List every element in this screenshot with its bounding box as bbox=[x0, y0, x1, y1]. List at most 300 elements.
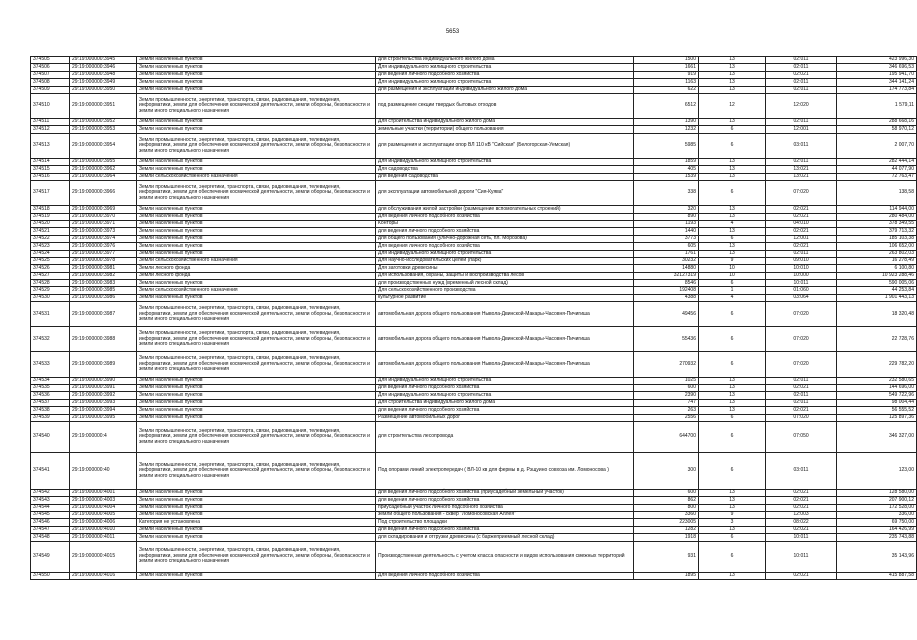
cadastral-row-number: 374544 bbox=[31, 504, 70, 511]
cadastral-number: 29:19:000000:3949 bbox=[70, 79, 137, 86]
group-value: 13 bbox=[699, 504, 766, 511]
permitted-use: Для строительства индивидуального жилого дома bbox=[376, 119, 634, 126]
cadastral-row-number: 374520 bbox=[31, 220, 70, 227]
permitted-use: Конторы bbox=[376, 220, 634, 227]
cadastral-cost: 207 900,12 bbox=[837, 497, 917, 504]
area-value: 1500 bbox=[634, 57, 699, 64]
group-value: 1 bbox=[699, 287, 766, 294]
permitted-use: приусадебный участок личного подсобного хозяйства bbox=[376, 504, 634, 511]
area-value: 747 bbox=[634, 399, 699, 406]
land-category: Земли лесного фонда bbox=[137, 265, 376, 272]
group-value: 13 bbox=[699, 384, 766, 391]
group-value: 13 bbox=[699, 399, 766, 406]
use-code: 10:011 bbox=[766, 541, 837, 572]
use-code: 02:021 bbox=[766, 228, 837, 235]
cadastral-number: 29:19:000000:3983 bbox=[70, 280, 137, 287]
cadastral-cost: 144 696,00 bbox=[837, 384, 917, 391]
group-value: 13 bbox=[699, 166, 766, 173]
permitted-use: для ведения личного подсобного хозяйства bbox=[376, 526, 634, 533]
cadastral-cost: 16 278,49 bbox=[837, 257, 917, 264]
cadastral-number: 29:19:000000:3992 bbox=[70, 392, 137, 399]
cadastral-cost: 344 141,24 bbox=[837, 79, 917, 86]
cadastral-row-number: 374531 bbox=[31, 302, 70, 327]
use-code: 02:011 bbox=[766, 377, 837, 384]
table-row bbox=[31, 133, 917, 158]
table-row bbox=[31, 399, 917, 406]
table-row bbox=[31, 257, 917, 264]
use-code: 12:001 bbox=[766, 126, 837, 133]
use-code: 07:020 bbox=[766, 302, 837, 327]
permitted-use: автомобильная дорога общего пользования Нывола-Двинской-Макары-Часовня-Пичигиша bbox=[376, 352, 634, 377]
group-value: 6 bbox=[699, 302, 766, 327]
land-category: Земли населенных пунктов bbox=[137, 414, 376, 421]
land-category: Земли населенных пунктов bbox=[137, 392, 376, 399]
cadastral-cost: 185 103,38 bbox=[837, 235, 917, 242]
table-row bbox=[31, 213, 917, 220]
cadastral-number: 29:19:000000:3945 bbox=[70, 57, 137, 64]
land-category: Земли промышленности, энергетики, транспорта, связи, радиовещания, телевидения, информатики, земли для обеспечения космической деятельности, земли обороны, безопасности и земли иного специального назначения bbox=[137, 327, 376, 352]
table-row bbox=[31, 228, 917, 235]
cadastral-row-number: 374548 bbox=[31, 534, 70, 541]
group-value: 13 bbox=[699, 392, 766, 399]
area-value: 1163 bbox=[634, 79, 699, 86]
land-category: Земли лесного фонда bbox=[137, 272, 376, 279]
cadastral-number: 29:19:000000:3966 bbox=[70, 181, 137, 206]
cadastral-row-number: 374507 bbox=[31, 71, 70, 78]
permitted-use: Для садоводства bbox=[376, 166, 634, 173]
cadastral-row-number: 374535 bbox=[31, 384, 70, 391]
cadastral-number: 29:19:000000:4006 bbox=[70, 519, 137, 526]
cadastral-row-number: 374515 bbox=[31, 166, 70, 173]
area-value: 919 bbox=[634, 71, 699, 78]
land-category: Земли промышленности, энергетики, транспорта, связи, радиовещания, телевидения, информатики, земли для обеспечения космической деятельности, земли обороны, безопасности и земли иного специального назначения bbox=[137, 452, 376, 489]
permitted-use: для размещения и эксплуатации индивидуального жилого дома bbox=[376, 86, 634, 93]
cadastral-number: 29:19:000000:3954 bbox=[70, 133, 137, 158]
group-value: 9 bbox=[699, 511, 766, 518]
cadastral-cost: 6 100,80 bbox=[837, 265, 917, 272]
permitted-use: Для строительства индивидуального жилого дома bbox=[376, 399, 634, 406]
area-value: 1761 bbox=[634, 250, 699, 257]
cadastral-cost: 18 320,48 bbox=[837, 302, 917, 327]
table-row bbox=[31, 158, 917, 165]
land-category: Земли населенных пунктов bbox=[137, 384, 376, 391]
group-value: 13 bbox=[699, 497, 766, 504]
group-value: 13 bbox=[699, 243, 766, 250]
land-category: Земли населенных пунктов bbox=[137, 489, 376, 496]
cadastral-row-number: 374522 bbox=[31, 235, 70, 242]
area-value: 8546 bbox=[634, 280, 699, 287]
table-row bbox=[31, 119, 917, 126]
permitted-use: для эксплуатации автомобильной дороги "Сия-Куява" bbox=[376, 181, 634, 206]
cadastral-cost: 232 580,65 bbox=[837, 377, 917, 384]
table-row bbox=[31, 126, 917, 133]
use-code: 04:010 bbox=[766, 220, 837, 227]
land-category: Земли населенных пунктов bbox=[137, 213, 376, 220]
cadastral-number: 29:19:000000:3946 bbox=[70, 64, 137, 71]
cadastral-number: 29:19:000000:3951 bbox=[70, 93, 137, 118]
permitted-use: Для индивидуального жилищного строительства bbox=[376, 64, 634, 71]
use-code: 02:011 bbox=[766, 392, 837, 399]
use-code: 07:020 bbox=[766, 327, 837, 352]
use-code: 02:021 bbox=[766, 526, 837, 533]
cadastral-row-number: 374523 bbox=[31, 243, 70, 250]
cadastral-cost: 263 802,03 bbox=[837, 250, 917, 257]
land-category: Земли населенных пунктов bbox=[137, 572, 376, 579]
group-value: 6 bbox=[699, 280, 766, 287]
group-value: 12 bbox=[699, 93, 766, 118]
land-category: Земли населенных пунктов bbox=[137, 243, 376, 250]
cadastral-row-number: 374509 bbox=[31, 86, 70, 93]
land-category: Земли населенных пунктов bbox=[137, 377, 376, 384]
land-category: Земли населенных пунктов bbox=[137, 71, 376, 78]
area-value: 605 bbox=[634, 243, 699, 250]
cadastral-number: 29:19:000000:4001 bbox=[70, 489, 137, 496]
cadastral-row-number: 374511 bbox=[31, 119, 70, 126]
cadastral-number: 29:19:000000:40 bbox=[70, 452, 137, 489]
area-value: 3360 bbox=[634, 511, 699, 518]
table-row bbox=[31, 526, 917, 533]
table-row bbox=[31, 497, 917, 504]
land-category: Земли населенных пунктов bbox=[137, 511, 376, 518]
cadastral-row-number: 374538 bbox=[31, 407, 70, 414]
use-code: 13:021 bbox=[766, 166, 837, 173]
table-row bbox=[31, 79, 917, 86]
use-code: 12:020 bbox=[766, 93, 837, 118]
group-value: 6 bbox=[699, 327, 766, 352]
cadastral-row-number: 374518 bbox=[31, 206, 70, 213]
cadastral-cost: 288 668,16 bbox=[837, 119, 917, 126]
use-code: 13:021 bbox=[766, 173, 837, 180]
cadastral-cost: 2 007,70 bbox=[837, 133, 917, 158]
use-code: 10:011 bbox=[766, 534, 837, 541]
table-row bbox=[31, 414, 917, 421]
area-value: 1390 bbox=[634, 119, 699, 126]
cadastral-row-number: 374545 bbox=[31, 511, 70, 518]
table-row bbox=[31, 327, 917, 352]
cadastral-row-number: 374540 bbox=[31, 421, 70, 452]
group-value: 6 bbox=[699, 133, 766, 158]
group-value: 13 bbox=[699, 64, 766, 71]
use-code: 02:021 bbox=[766, 407, 837, 414]
group-value: 13 bbox=[699, 377, 766, 384]
cadastral-cost: 72 763,47 bbox=[837, 173, 917, 180]
area-value: 30232 bbox=[634, 257, 699, 264]
cadastral-number: 29:19:000000:3993 bbox=[70, 399, 137, 406]
cadastral-cost: 336,00 bbox=[837, 511, 917, 518]
table-row bbox=[31, 541, 917, 572]
area-value: 600 bbox=[634, 384, 699, 391]
area-value: 320 bbox=[634, 206, 699, 213]
area-value: 1859 bbox=[634, 158, 699, 165]
use-code: 02:011 bbox=[766, 119, 837, 126]
use-code: 02:021 bbox=[766, 497, 837, 504]
cadastral-cost: 346 327,00 bbox=[837, 421, 917, 452]
cadastral-number: 29:19:000000:4005 bbox=[70, 511, 137, 518]
group-value: 13 bbox=[699, 213, 766, 220]
use-code: 03:064 bbox=[766, 294, 837, 301]
permitted-use: для размещения и эксплуатации опор ВЛ 110 кВ "Сийская" (Белогорская-Уемская) bbox=[376, 133, 634, 158]
table-row bbox=[31, 265, 917, 272]
cadastral-number: 29:19:000000:3978 bbox=[70, 257, 137, 264]
area-value: 223005 bbox=[634, 519, 699, 526]
cadastral-row-number: 374521 bbox=[31, 228, 70, 235]
permitted-use: автомобильная дорога общего пользования Нывола-Двинской-Макары-Часовня-Пичигиша bbox=[376, 302, 634, 327]
permitted-use: для ведения личного подсобного хозяйства (приусадебный земельный участок) bbox=[376, 489, 634, 496]
permitted-use: Для индивидуального жилищного строительства bbox=[376, 250, 634, 257]
area-value: 49456 bbox=[634, 302, 699, 327]
permitted-use: для обслуживания жилой застройки (размещение вспомогательных строений) bbox=[376, 206, 634, 213]
cadastral-cost: 106 652,00 bbox=[837, 243, 917, 250]
cadastral-cost: 138,58 bbox=[837, 181, 917, 206]
cadastral-number: 29:19:000000:3986 bbox=[70, 294, 137, 301]
cadastral-number: 29:19:000000:3948 bbox=[70, 71, 137, 78]
area-value: 1282 bbox=[634, 526, 699, 533]
cadastral-cost: 22 728,76 bbox=[837, 327, 917, 352]
area-value: 263 bbox=[634, 407, 699, 414]
cadastral-number: 29:19:000000:3991 bbox=[70, 384, 137, 391]
land-category: Земли промышленности, энергетики, транспорта, связи, радиовещания, телевидения, информатики, земли для обеспечения космической деятельности, земли обороны, безопасности и земли иного специального назначения bbox=[137, 93, 376, 118]
table-row bbox=[31, 220, 917, 227]
cadastral-cost: 378 349,55 bbox=[837, 220, 917, 227]
group-value: 13 bbox=[699, 173, 766, 180]
permitted-use: под размещение секции твердых бытовых отходов bbox=[376, 93, 634, 118]
cadastral-row-number: 374534 bbox=[31, 377, 70, 384]
cadastral-cost: 195 941,70 bbox=[837, 71, 917, 78]
use-code: 02:021 bbox=[766, 504, 837, 511]
table-row bbox=[31, 243, 917, 250]
permitted-use: для ведения садоводства bbox=[376, 173, 634, 180]
use-code: 02:011 bbox=[766, 64, 837, 71]
cadastral-cost: 44 253,84 bbox=[837, 287, 917, 294]
table-row bbox=[31, 302, 917, 327]
group-value: 13 bbox=[699, 526, 766, 533]
land-category: Земли населенных пунктов bbox=[137, 407, 376, 414]
cadastral-number: 29:19:000000:4015 bbox=[70, 541, 137, 572]
area-value: 405 bbox=[634, 166, 699, 173]
land-category: Земли населенных пунктов bbox=[137, 57, 376, 64]
permitted-use: Под опорами линий электропередач ( ВЛ-10 кв для фермы в д. Рэщуино совхоза им. Ломоносова ) bbox=[376, 452, 634, 489]
land-category: Земли населенных пунктов bbox=[137, 235, 376, 242]
land-category: Земли сельскохозяйственного назначения bbox=[137, 257, 376, 264]
use-code: 03:011 bbox=[766, 133, 837, 158]
area-value: 2556 bbox=[634, 414, 699, 421]
land-register-table bbox=[30, 56, 917, 580]
cadastral-row-number: 374514 bbox=[31, 158, 70, 165]
area-value: 622 bbox=[634, 86, 699, 93]
permitted-use: культурное развитие bbox=[376, 294, 634, 301]
cadastral-number: 29:19:000000:3981 bbox=[70, 265, 137, 272]
land-category: Земли населенных пунктов bbox=[137, 534, 376, 541]
use-code: 08:022 bbox=[766, 519, 837, 526]
area-value: 1661 bbox=[634, 64, 699, 71]
area-value: 1440 bbox=[634, 228, 699, 235]
land-category: Земли населенных пунктов bbox=[137, 206, 376, 213]
group-value: 13 bbox=[699, 206, 766, 213]
cadastral-number: 29:19:000000:3985 bbox=[70, 287, 137, 294]
area-value: 192408 bbox=[634, 287, 699, 294]
cadastral-row-number: 374537 bbox=[31, 399, 70, 406]
cadastral-number: 29:19:000000:4016 bbox=[70, 572, 137, 579]
cadastral-number: 29:19:000000:3950 bbox=[70, 86, 137, 93]
area-value: 600 bbox=[634, 489, 699, 496]
land-category: Земли населенных пунктов bbox=[137, 86, 376, 93]
cadastral-cost: 114 944,00 bbox=[837, 206, 917, 213]
table-row bbox=[31, 452, 917, 489]
land-category: Земли населенных пунктов bbox=[137, 126, 376, 133]
cadastral-cost: 423 996,30 bbox=[837, 57, 917, 64]
group-value: 6 bbox=[699, 414, 766, 421]
permitted-use: Для научно-исследовательских целей (парк) bbox=[376, 257, 634, 264]
land-category: Земли населенных пунктов bbox=[137, 119, 376, 126]
cadastral-cost: 69 750,00 bbox=[837, 519, 917, 526]
use-code: 02:011 bbox=[766, 86, 837, 93]
table-row bbox=[31, 294, 917, 301]
use-code: 02:021 bbox=[766, 489, 837, 496]
use-code: 02:011 bbox=[766, 79, 837, 86]
use-code: 12:003 bbox=[766, 511, 837, 518]
use-code: 02:021 bbox=[766, 384, 837, 391]
use-code: 02:011 bbox=[766, 57, 837, 64]
cadastral-row-number: 374506 bbox=[31, 64, 70, 71]
group-value: 6 bbox=[699, 541, 766, 572]
area-value: 5985 bbox=[634, 133, 699, 158]
cadastral-number: 29:19:000000:3971 bbox=[70, 220, 137, 227]
use-code: 07:020 bbox=[766, 352, 837, 377]
area-value: 270932 bbox=[634, 352, 699, 377]
cadastral-row-number: 374536 bbox=[31, 392, 70, 399]
use-code: 02:011 bbox=[766, 158, 837, 165]
table-row bbox=[31, 407, 917, 414]
use-code: 10:000 bbox=[766, 272, 837, 279]
area-value: 800 bbox=[634, 504, 699, 511]
cadastral-cost: 415 887,58 bbox=[837, 572, 917, 579]
land-category: Земли населенных пунктов bbox=[137, 399, 376, 406]
cadastral-row-number: 374543 bbox=[31, 497, 70, 504]
table-row bbox=[31, 173, 917, 180]
table-row bbox=[31, 206, 917, 213]
cadastral-cost: 56 555,52 bbox=[837, 407, 917, 414]
area-value: 1193 bbox=[634, 220, 699, 227]
land-category: Земли населенных пунктов bbox=[137, 166, 376, 173]
use-code: 02:021 bbox=[766, 206, 837, 213]
area-value: 1025 bbox=[634, 377, 699, 384]
table-row bbox=[31, 352, 917, 377]
cadastral-cost: 1 579,11 bbox=[837, 93, 917, 118]
cadastral-row-number: 374550 bbox=[31, 572, 70, 579]
group-value: 13 bbox=[699, 119, 766, 126]
land-category: Земли населенных пунктов bbox=[137, 504, 376, 511]
table-row bbox=[31, 392, 917, 399]
permitted-use: для производственных нужд (временный лесной склад) bbox=[376, 280, 634, 287]
table-row bbox=[31, 572, 917, 579]
land-category: Земли сельскохозяйственного назначения bbox=[137, 287, 376, 294]
permitted-use: Для сельскохозяйственного производства bbox=[376, 287, 634, 294]
cadastral-row-number: 374524 bbox=[31, 250, 70, 257]
permitted-use: Для индивидуального жилищного строительства bbox=[376, 392, 634, 399]
area-value: 1918 bbox=[634, 534, 699, 541]
cadastral-number: 29:19:000000:3955 bbox=[70, 158, 137, 165]
table-row bbox=[31, 181, 917, 206]
permitted-use: для ведения личного подсобного хозяйства bbox=[376, 384, 634, 391]
group-value: 9 bbox=[699, 257, 766, 264]
area-value: 2390 bbox=[634, 392, 699, 399]
cadastral-cost: 229 782,20 bbox=[837, 352, 917, 377]
cadastral-number: 29:19:000000:3994 bbox=[70, 407, 137, 414]
group-value: 6 bbox=[699, 452, 766, 489]
cadastral-number: 29:19:000000:3970 bbox=[70, 213, 137, 220]
land-category: Земли промышленности, энергетики, транспорта, связи, радиовещания, телевидения, информатики, земли для обеспечения космической деятельности, земли обороны, безопасности и земли иного специального назначения bbox=[137, 133, 376, 158]
area-value: 1232 bbox=[634, 126, 699, 133]
table-row bbox=[31, 504, 917, 511]
use-code: 02:021 bbox=[766, 243, 837, 250]
use-code: 02:011 bbox=[766, 399, 837, 406]
page-number: 5653 bbox=[445, 29, 460, 35]
land-category: Земли населенных пунктов bbox=[137, 158, 376, 165]
cadastral-cost: 1 901 443,13 bbox=[837, 294, 917, 301]
land-category: Земли населенных пунктов bbox=[137, 220, 376, 227]
land-category: Земли населенных пунктов bbox=[137, 526, 376, 533]
permitted-use: земельные участки (территории) общего пользования bbox=[376, 126, 634, 133]
group-value: 4 bbox=[699, 220, 766, 227]
area-value: 300 bbox=[634, 452, 699, 489]
use-code: 02:021 bbox=[766, 572, 837, 579]
group-value: 6 bbox=[699, 126, 766, 133]
cadastral-row-number: 374512 bbox=[31, 126, 70, 133]
cadastral-number: 29:19:000000:3969 bbox=[70, 206, 137, 213]
land-category: Земли населенных пунктов bbox=[137, 64, 376, 71]
permitted-use: для ведения личного подсобного хозяйства bbox=[376, 71, 634, 78]
cadastral-row-number: 374549 bbox=[31, 541, 70, 572]
table-row bbox=[31, 534, 917, 541]
cadastral-row-number: 374547 bbox=[31, 526, 70, 533]
area-value: 1895 bbox=[634, 572, 699, 579]
table-row bbox=[31, 287, 917, 294]
cadastral-number: 29:19:000000:4 bbox=[70, 421, 137, 452]
cadastral-row-number: 374505 bbox=[31, 57, 70, 64]
table-row bbox=[31, 57, 917, 64]
cadastral-number: 29:19:000000:4004 bbox=[70, 504, 137, 511]
cadastral-cost: 590 005,06 bbox=[837, 280, 917, 287]
group-value: 13 bbox=[699, 79, 766, 86]
group-value: 3 bbox=[699, 519, 766, 526]
table-row bbox=[31, 421, 917, 452]
area-value: 338 bbox=[634, 181, 699, 206]
table-row bbox=[31, 235, 917, 242]
cadastral-number: 29:19:000000:3962 bbox=[70, 166, 137, 173]
use-code: 10:011 bbox=[766, 280, 837, 287]
permitted-use: для ведения личного подсобного хозяйства bbox=[376, 407, 634, 414]
cadastral-row-number: 374533 bbox=[31, 352, 70, 377]
land-category: Земли населенных пунктов bbox=[137, 497, 376, 504]
table-row bbox=[31, 272, 917, 279]
cadastral-row-number: 374532 bbox=[31, 327, 70, 352]
cadastral-row-number: 374529 bbox=[31, 287, 70, 294]
use-code: 07:020 bbox=[766, 181, 837, 206]
cadastral-cost: 174 773,84 bbox=[837, 86, 917, 93]
cadastral-cost: 549 722,96 bbox=[837, 392, 917, 399]
cadastral-cost: 123,00 bbox=[837, 452, 917, 489]
area-value: 1539 bbox=[634, 173, 699, 180]
group-value: 4 bbox=[699, 294, 766, 301]
cadastral-row-number: 374539 bbox=[31, 414, 70, 421]
cadastral-row-number: 374542 bbox=[31, 489, 70, 496]
permitted-use: Под строительство площадки bbox=[376, 519, 634, 526]
land-category: Земли населенных пунктов bbox=[137, 294, 376, 301]
group-value: 13 bbox=[699, 407, 766, 414]
permitted-use: для ведения личного подсобного хозяйства bbox=[376, 228, 634, 235]
group-value: 6 bbox=[699, 181, 766, 206]
cadastral-number: 29:19:000000:4003 bbox=[70, 497, 137, 504]
